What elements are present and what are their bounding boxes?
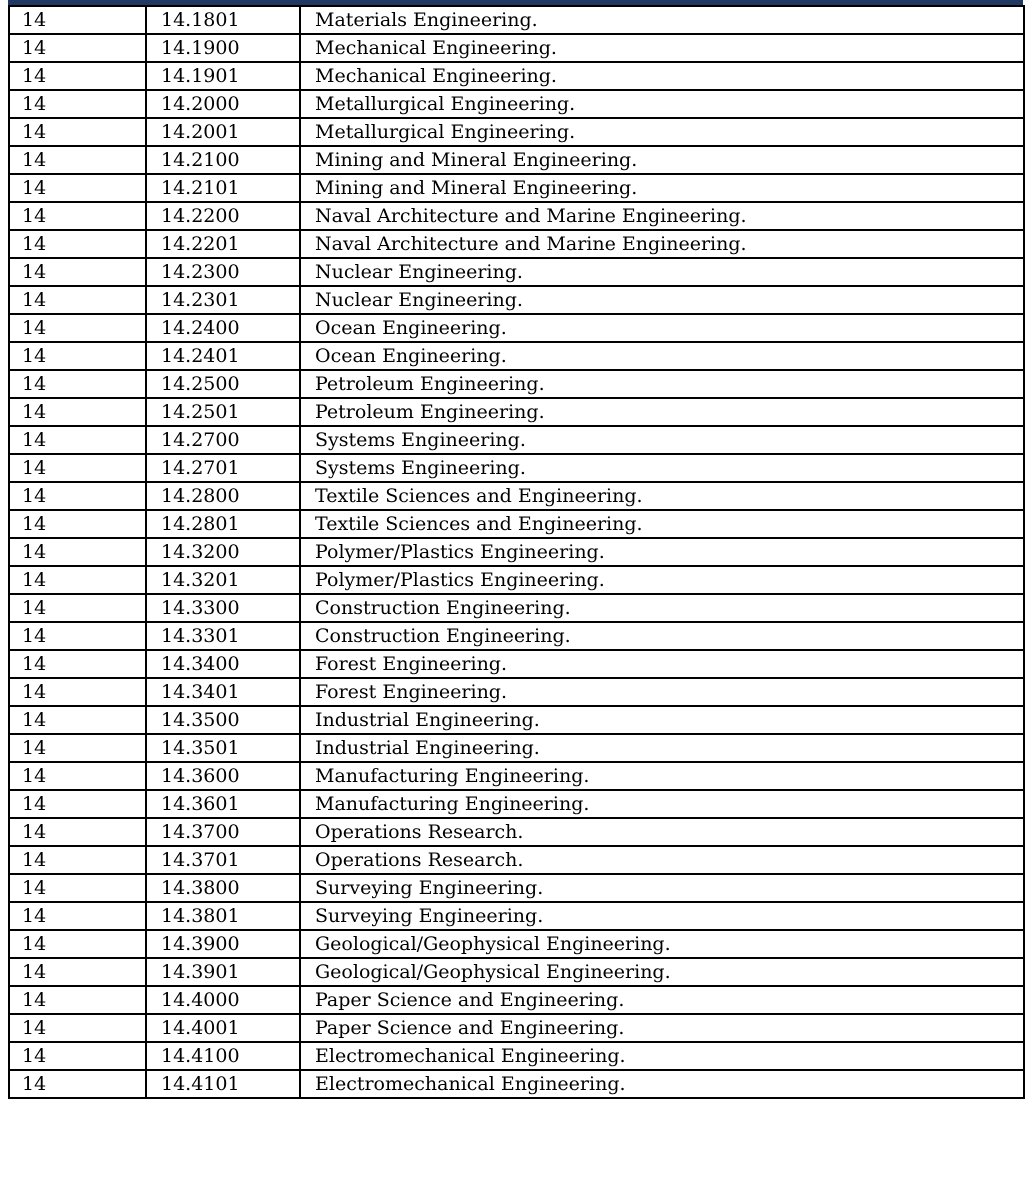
table-row — [9, 706, 1024, 734]
family-code-cell: 14 — [9, 1014, 146, 1042]
cip-code-cell: 14.2301 — [146, 286, 300, 314]
program-title-cell: Paper Science and Engineering. — [300, 1014, 1024, 1042]
cip-code-cell: 14.2001 — [146, 118, 300, 146]
table-row — [9, 62, 1024, 90]
cip-code-table — [8, 5, 1025, 1099]
family-code-cell: 14 — [9, 762, 146, 790]
family-code-cell: 14 — [9, 426, 146, 454]
family-code-cell: 14 — [9, 286, 146, 314]
table-row — [9, 986, 1024, 1014]
program-title-cell: Systems Engineering. — [300, 454, 1024, 482]
program-title-cell: Polymer/Plastics Engineering. — [300, 566, 1024, 594]
table-row — [9, 538, 1024, 566]
program-title-cell: Textile Sciences and Engineering. — [300, 482, 1024, 510]
cip-code-cell: 14.2501 — [146, 398, 300, 426]
cip-code-cell: 14.1801 — [146, 6, 300, 34]
family-code-cell: 14 — [9, 314, 146, 342]
program-title-cell: Metallurgical Engineering. — [300, 90, 1024, 118]
cip-code-cell: 14.3401 — [146, 678, 300, 706]
program-title-cell: Electromechanical Engineering. — [300, 1070, 1024, 1098]
family-code-cell: 14 — [9, 1042, 146, 1070]
cip-code-cell: 14.1900 — [146, 34, 300, 62]
table-row — [9, 202, 1024, 230]
table-row — [9, 734, 1024, 762]
family-code-cell: 14 — [9, 538, 146, 566]
family-code-cell: 14 — [9, 342, 146, 370]
program-title-cell: Surveying Engineering. — [300, 902, 1024, 930]
table-row — [9, 1014, 1024, 1042]
cip-table-body — [9, 6, 1024, 1098]
cip-code-cell: 14.3901 — [146, 958, 300, 986]
cip-code-cell: 14.3600 — [146, 762, 300, 790]
table-row — [9, 314, 1024, 342]
cip-code-cell: 14.2000 — [146, 90, 300, 118]
table-row — [9, 622, 1024, 650]
table-row — [9, 790, 1024, 818]
table-row — [9, 370, 1024, 398]
table-row — [9, 1042, 1024, 1070]
family-code-cell: 14 — [9, 62, 146, 90]
table-row — [9, 1070, 1024, 1098]
family-code-cell: 14 — [9, 846, 146, 874]
family-code-cell: 14 — [9, 734, 146, 762]
table-row — [9, 958, 1024, 986]
table-row — [9, 930, 1024, 958]
program-title-cell: Geological/Geophysical Engineering. — [300, 958, 1024, 986]
program-title-cell: Paper Science and Engineering. — [300, 986, 1024, 1014]
table-row — [9, 678, 1024, 706]
program-title-cell: Naval Architecture and Marine Engineering. — [300, 202, 1024, 230]
program-title-cell: Ocean Engineering. — [300, 342, 1024, 370]
cip-code-cell: 14.4000 — [146, 986, 300, 1014]
cip-code-cell: 14.2100 — [146, 146, 300, 174]
program-title-cell: Polymer/Plastics Engineering. — [300, 538, 1024, 566]
program-title-cell: Ocean Engineering. — [300, 314, 1024, 342]
cip-code-cell: 14.3701 — [146, 846, 300, 874]
cip-code-cell: 14.3700 — [146, 818, 300, 846]
cip-code-cell: 14.2401 — [146, 342, 300, 370]
cip-code-cell: 14.3200 — [146, 538, 300, 566]
family-code-cell: 14 — [9, 146, 146, 174]
program-title-cell: Industrial Engineering. — [300, 706, 1024, 734]
cip-code-cell: 14.3501 — [146, 734, 300, 762]
cip-code-cell: 14.4001 — [146, 1014, 300, 1042]
program-title-cell: Manufacturing Engineering. — [300, 762, 1024, 790]
family-code-cell: 14 — [9, 986, 146, 1014]
program-title-cell: Industrial Engineering. — [300, 734, 1024, 762]
program-title-cell: Mining and Mineral Engineering. — [300, 174, 1024, 202]
family-code-cell: 14 — [9, 398, 146, 426]
program-title-cell: Textile Sciences and Engineering. — [300, 510, 1024, 538]
cip-code-cell: 14.3301 — [146, 622, 300, 650]
family-code-cell: 14 — [9, 34, 146, 62]
family-code-cell: 14 — [9, 482, 146, 510]
cip-code-cell: 14.3300 — [146, 594, 300, 622]
table-row — [9, 230, 1024, 258]
family-code-cell: 14 — [9, 958, 146, 986]
family-code-cell: 14 — [9, 706, 146, 734]
family-code-cell: 14 — [9, 258, 146, 286]
cip-code-cell: 14.2500 — [146, 370, 300, 398]
cip-code-cell: 14.2700 — [146, 426, 300, 454]
cip-code-cell: 14.1901 — [146, 62, 300, 90]
cip-code-cell: 14.3800 — [146, 874, 300, 902]
family-code-cell: 14 — [9, 566, 146, 594]
family-code-cell: 14 — [9, 874, 146, 902]
program-title-cell: Construction Engineering. — [300, 622, 1024, 650]
family-code-cell: 14 — [9, 118, 146, 146]
table-row — [9, 34, 1024, 62]
cip-code-cell: 14.3400 — [146, 650, 300, 678]
program-title-cell: Forest Engineering. — [300, 650, 1024, 678]
program-title-cell: Forest Engineering. — [300, 678, 1024, 706]
table-row — [9, 286, 1024, 314]
program-title-cell: Mining and Mineral Engineering. — [300, 146, 1024, 174]
table-row — [9, 566, 1024, 594]
program-title-cell: Metallurgical Engineering. — [300, 118, 1024, 146]
table-row — [9, 902, 1024, 930]
program-title-cell: Surveying Engineering. — [300, 874, 1024, 902]
program-title-cell: Systems Engineering. — [300, 426, 1024, 454]
program-title-cell: Mechanical Engineering. — [300, 62, 1024, 90]
cip-code-cell: 14.3201 — [146, 566, 300, 594]
cip-code-cell: 14.4100 — [146, 1042, 300, 1070]
program-title-cell: Naval Architecture and Marine Engineering. — [300, 230, 1024, 258]
cip-code-cell: 14.4101 — [146, 1070, 300, 1098]
cip-code-cell: 14.2201 — [146, 230, 300, 258]
program-title-cell: Geological/Geophysical Engineering. — [300, 930, 1024, 958]
cip-code-cell: 14.3900 — [146, 930, 300, 958]
table-row — [9, 482, 1024, 510]
cip-code-cell: 14.2300 — [146, 258, 300, 286]
table-row — [9, 398, 1024, 426]
program-title-cell: Materials Engineering. — [300, 6, 1024, 34]
family-code-cell: 14 — [9, 1070, 146, 1098]
table-row — [9, 846, 1024, 874]
program-title-cell: Operations Research. — [300, 818, 1024, 846]
cip-code-cell: 14.2200 — [146, 202, 300, 230]
family-code-cell: 14 — [9, 6, 146, 34]
program-title-cell: Construction Engineering. — [300, 594, 1024, 622]
table-row — [9, 762, 1024, 790]
program-title-cell: Nuclear Engineering. — [300, 258, 1024, 286]
cip-code-cell: 14.2400 — [146, 314, 300, 342]
cip-code-cell: 14.3601 — [146, 790, 300, 818]
family-code-cell: 14 — [9, 230, 146, 258]
program-title-cell: Operations Research. — [300, 846, 1024, 874]
family-code-cell: 14 — [9, 510, 146, 538]
family-code-cell: 14 — [9, 622, 146, 650]
table-row — [9, 510, 1024, 538]
family-code-cell: 14 — [9, 790, 146, 818]
family-code-cell: 14 — [9, 678, 146, 706]
cip-code-cell: 14.2800 — [146, 482, 300, 510]
table-row — [9, 146, 1024, 174]
family-code-cell: 14 — [9, 650, 146, 678]
cip-code-cell: 14.3801 — [146, 902, 300, 930]
family-code-cell: 14 — [9, 818, 146, 846]
table-row — [9, 426, 1024, 454]
table-row — [9, 258, 1024, 286]
table-row — [9, 594, 1024, 622]
table-row — [9, 90, 1024, 118]
family-code-cell: 14 — [9, 594, 146, 622]
family-code-cell: 14 — [9, 454, 146, 482]
table-row — [9, 650, 1024, 678]
table-row — [9, 454, 1024, 482]
table-row — [9, 118, 1024, 146]
family-code-cell: 14 — [9, 902, 146, 930]
family-code-cell: 14 — [9, 930, 146, 958]
family-code-cell: 14 — [9, 174, 146, 202]
table-row — [9, 174, 1024, 202]
family-code-cell: 14 — [9, 90, 146, 118]
table-row — [9, 818, 1024, 846]
cip-code-cell: 14.2701 — [146, 454, 300, 482]
program-title-cell: Petroleum Engineering. — [300, 398, 1024, 426]
program-title-cell: Petroleum Engineering. — [300, 370, 1024, 398]
program-title-cell: Mechanical Engineering. — [300, 34, 1024, 62]
family-code-cell: 14 — [9, 202, 146, 230]
cip-code-cell: 14.3500 — [146, 706, 300, 734]
family-code-cell: 14 — [9, 370, 146, 398]
table-row — [9, 874, 1024, 902]
cip-code-cell: 14.2801 — [146, 510, 300, 538]
table-row — [9, 342, 1024, 370]
table-row — [9, 6, 1024, 34]
program-title-cell: Nuclear Engineering. — [300, 286, 1024, 314]
cip-code-cell: 14.2101 — [146, 174, 300, 202]
program-title-cell: Manufacturing Engineering. — [300, 790, 1024, 818]
program-title-cell: Electromechanical Engineering. — [300, 1042, 1024, 1070]
